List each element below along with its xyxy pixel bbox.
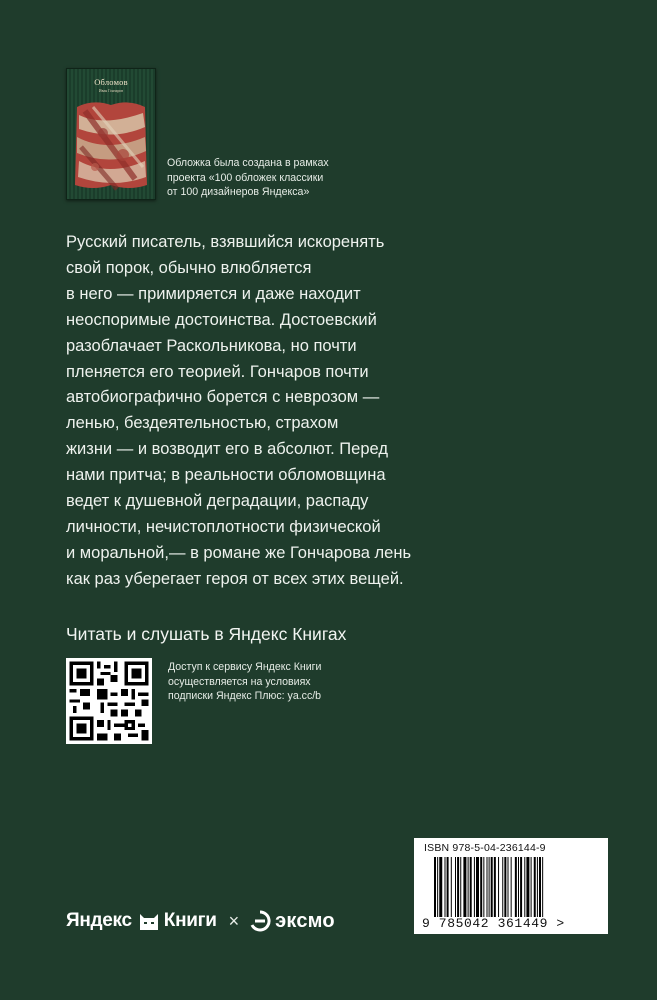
knigi-wordmark: Книги [163, 910, 217, 931]
annotation-line: свой порок, обычно влюбляется [66, 258, 312, 277]
qr-code[interactable] [66, 658, 152, 744]
annotation-line: и моральной,— в романе же Гончарова лень [66, 543, 412, 562]
access-line: подписки Яндекс Плюс: ya.cc/b [168, 690, 322, 703]
isbn-barcode-block [414, 838, 608, 934]
annotation-line: жизни — и возводит его в абсолют. Перед [66, 440, 388, 459]
yandex-wordmark: Яндекс [66, 910, 132, 931]
annotation-line: пленяется его теорией. Гончаров почти [66, 362, 369, 381]
isbn-number: ISBN 978-5-04-236144-9 [424, 842, 546, 854]
publisher-logos [66, 906, 335, 936]
caption-line: Обложка была создана в рамках [167, 157, 329, 169]
annotation-line: Русский писатель, взявшийся искоренять [66, 233, 385, 251]
read-and-listen-heading: Читать и слушать в Яндекс Книгах [66, 624, 347, 644]
cover-thumbnail-title: Обломов [94, 77, 128, 87]
annotation-line: в него — примиряется и даже находит [66, 284, 361, 303]
yandex-books-cat-icon [138, 910, 160, 932]
eksmo-icon [249, 910, 271, 932]
annotation-line: ленью, бездеятельностью, страхом [66, 414, 339, 433]
access-line: осуществляется на условиях [168, 675, 311, 688]
eksmo-wordmark: эксмо [275, 909, 335, 932]
cover-design-caption [167, 156, 367, 200]
annotation-line: разоблачает Раскольникова, но почти [66, 336, 357, 355]
annotation-line: автобиографично борется с неврозом — [66, 388, 380, 407]
cover-thumbnail-author: Иван Гончаров [98, 89, 124, 93]
cover-thumbnail [66, 68, 156, 200]
book-annotation [66, 230, 446, 593]
barcode-bars [434, 857, 592, 917]
cover-fabric-illustration [73, 97, 149, 193]
annotation-line: ведет к душевной деградации, распаду [66, 492, 369, 511]
caption-line: проекта «100 обложек классики [167, 171, 324, 184]
caption-line: от 100 дизайнеров Яндекса» [167, 186, 310, 199]
access-line: Доступ к сервису Яндекс Книги [168, 661, 322, 673]
annotation-line: нами притча; в реальности обломовщина [66, 466, 386, 485]
annotation-line: личности, нечистоплотности физической [66, 517, 381, 536]
subscription-access-note [168, 660, 321, 704]
barcode-digits: 9 785042 361449 > [422, 916, 565, 931]
logo-separator: × [228, 910, 240, 931]
annotation-line: как раз уберегает героя от всех этих вещей. [66, 569, 404, 588]
annotation-line: неоспоримые достоинства. Достоевский [66, 310, 377, 329]
